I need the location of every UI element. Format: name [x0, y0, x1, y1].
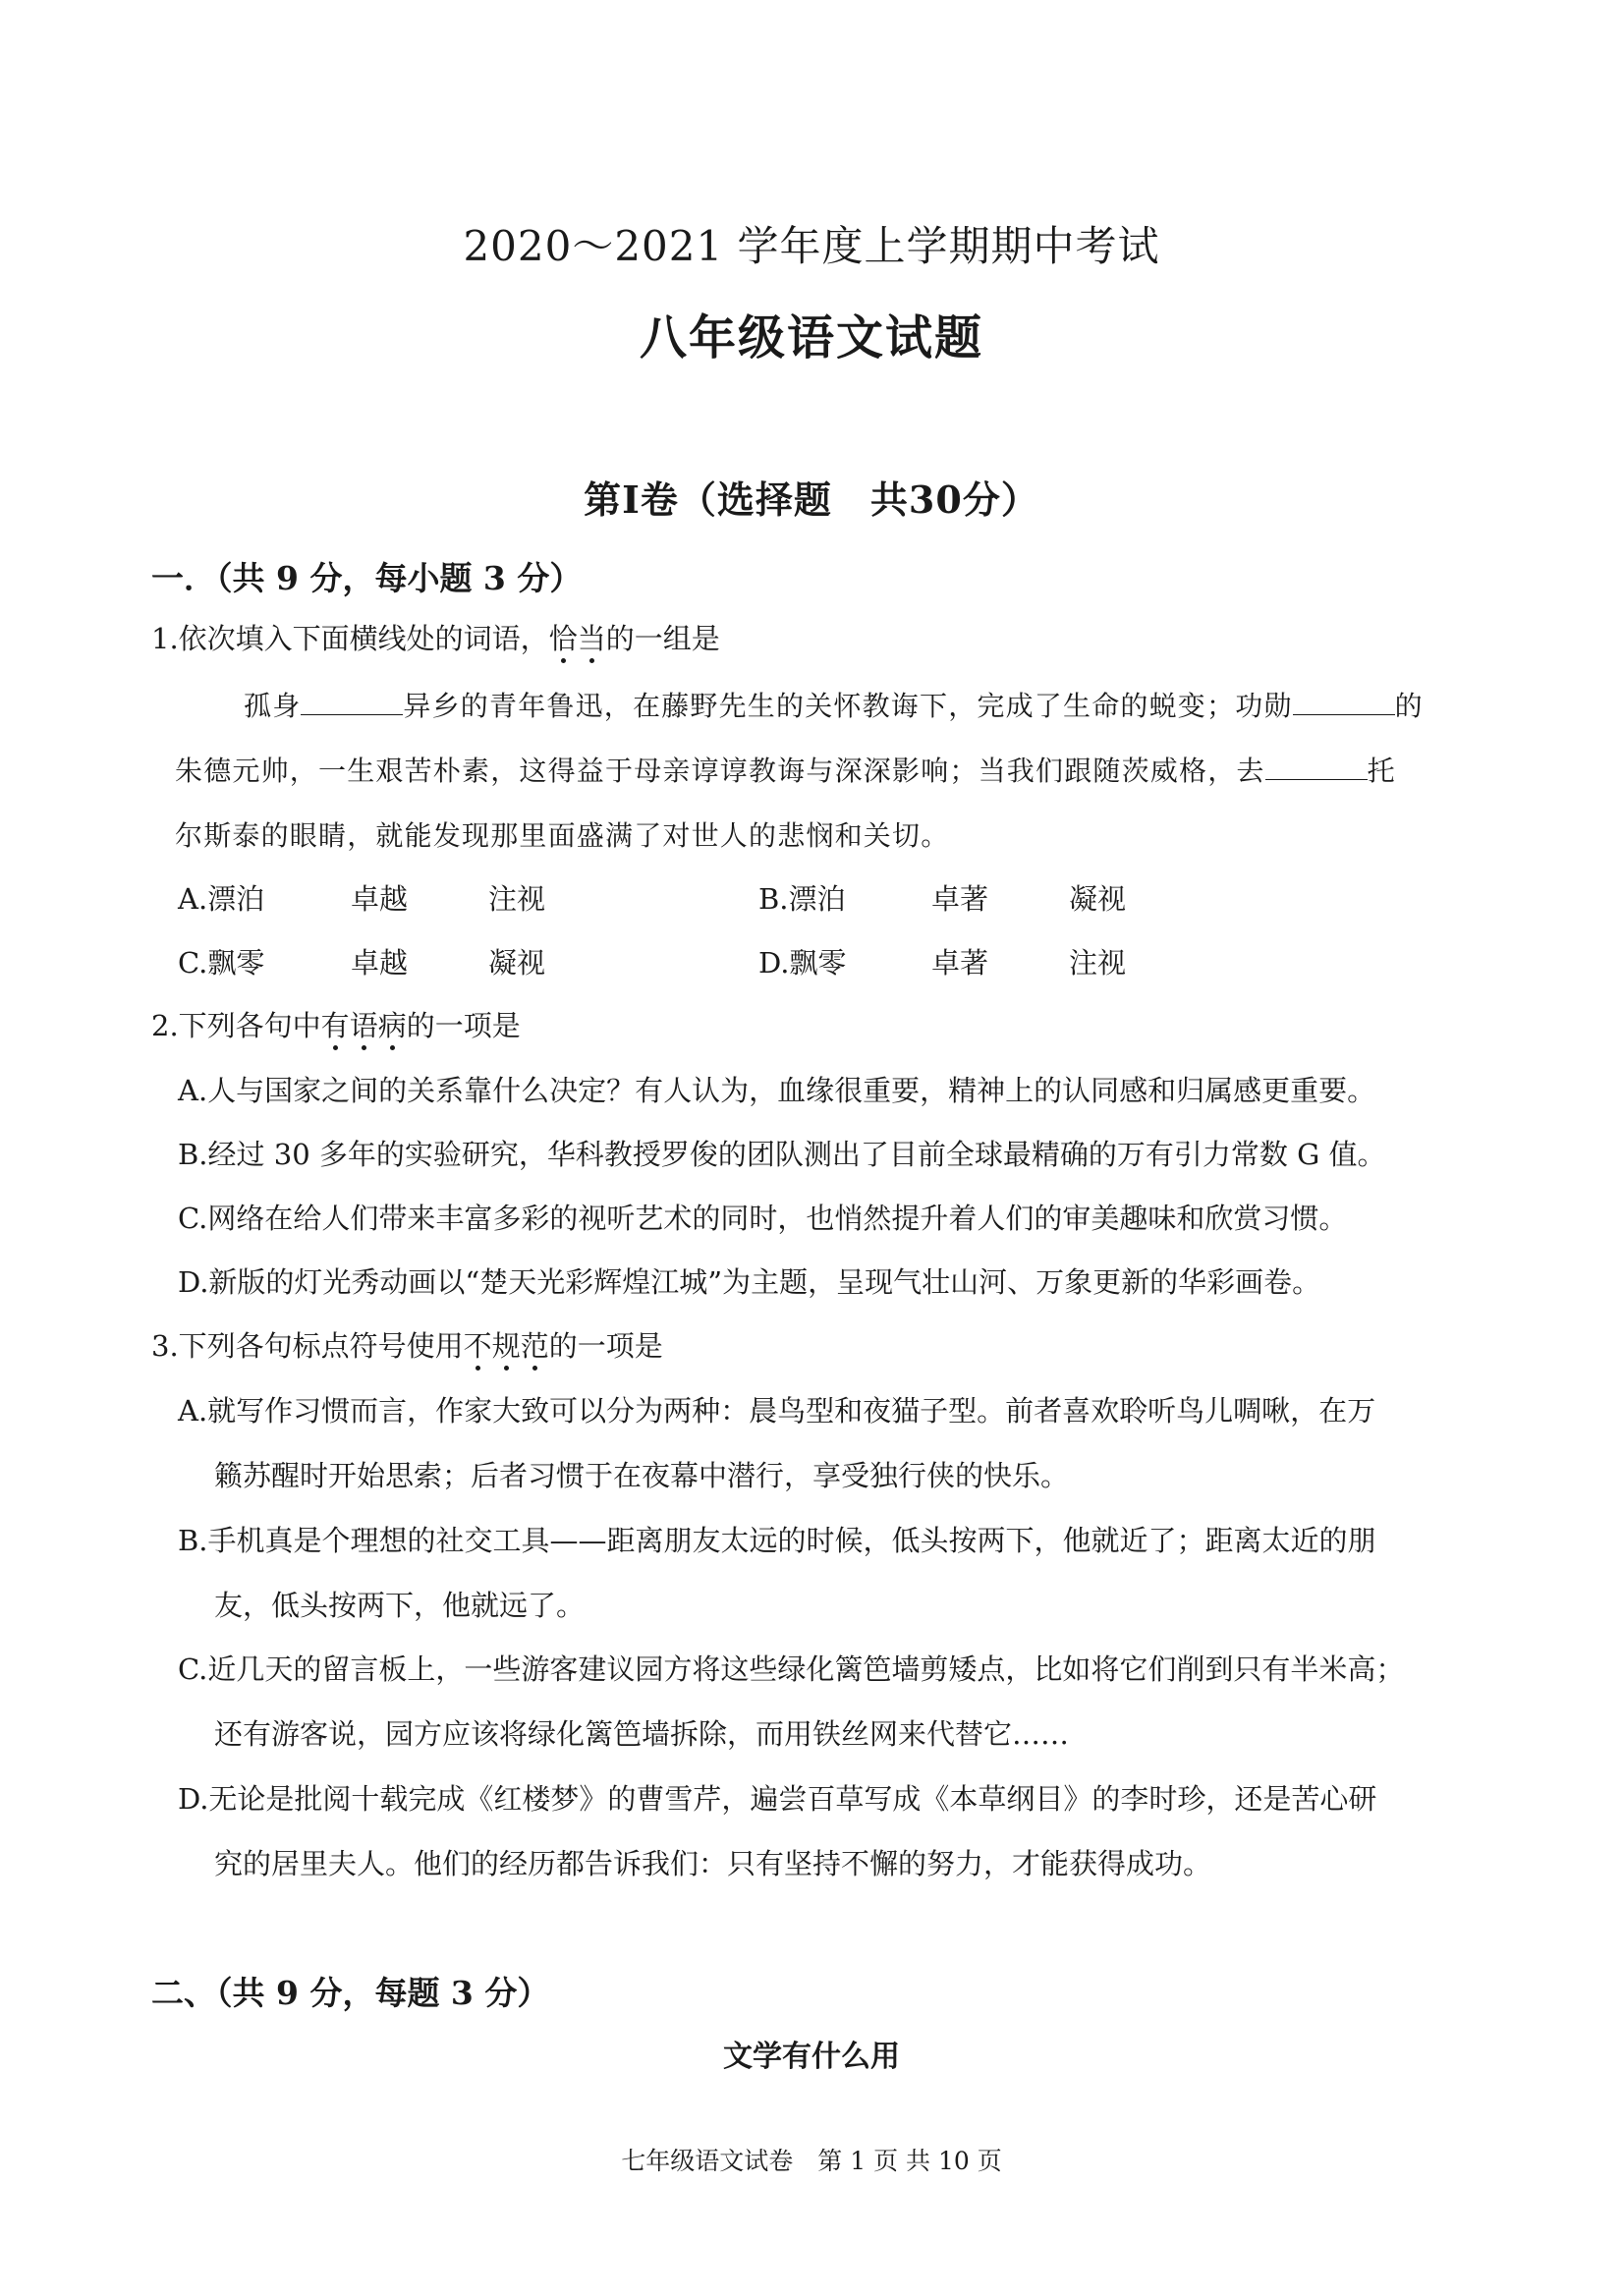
- q3-option-a-line-2: 籁苏醒时开始思索；后者习惯于在夜幕中潜行，享受独行侠的快乐。: [214, 1459, 1070, 1492]
- q3-option-d-line-2: 究的居里夫人。他们的经历都告诉我们：只有坚持不懈的努力，才能获得成功。: [214, 1847, 1212, 1880]
- q1-passage-line-1: 孤身 异乡的青年鲁迅，在藤野先生的关怀教诲下，完成了生命的蜕变；功勋 的: [244, 690, 1424, 722]
- q2-option-c: C.网络在给人们带来丰富多彩的视听艺术的同时，也悄然提升着人们的审美趣味和欣赏习惯。: [178, 1202, 1348, 1235]
- q2-option-a: A.人与国家之间的关系靠什么决定？有人认为，血缘很重要，精神上的认同感和归属感更重要。: [178, 1074, 1376, 1107]
- emphasis-char: 当: [577, 622, 606, 655]
- question-3-stem: 3.下列各句标点符号使用不规范的一项是: [151, 1329, 663, 1363]
- emphasis-char: 有: [320, 1009, 350, 1042]
- section-heading-1: 一．（共 9 分，每小题 3 分）: [151, 559, 583, 597]
- exam-subtitle: 八年级语文试题: [639, 310, 983, 365]
- part-title: 第Ⅰ卷（选择题 共30分）: [584, 477, 1039, 522]
- q1-option-a: A.漂泊 卓越 注视: [178, 882, 546, 916]
- emphasis-char: 恰: [548, 622, 578, 655]
- emphasis-char: 病: [377, 1009, 407, 1042]
- q1-option-d: D.飘零 卓著 注视: [758, 946, 1127, 980]
- emphasis-char: 范: [520, 1329, 549, 1363]
- fill-blank: [1293, 691, 1395, 715]
- fill-blank: [1265, 756, 1368, 780]
- q3-option-b-line-2: 友，低头按两下，他就远了。: [214, 1589, 586, 1622]
- essay-title: 文学有什么用: [723, 2040, 900, 2074]
- question-2-stem: 2.下列各句中有语病的一项是: [151, 1009, 521, 1042]
- q3-option-c-line-1: C.近几天的留言板上，一些游客建议园方将这些绿化篱笆墙剪矮点，比如将它们削到只有半米高；: [178, 1652, 1405, 1686]
- q3-option-c-line-2: 还有游客说，园方应该将绿化篱笆墙拆除，而用铁丝网来代替它……: [214, 1717, 1070, 1751]
- q1-passage-line-2: 朱德元帅，一生艰苦朴素，这得益于母亲谆谆教诲与深深影响；当我们跟随茨威格，去 托: [175, 755, 1396, 787]
- q1-passage-line-3: 尔斯泰的眼睛，就能发现那里面盛满了对世人的悲悯和关切。: [175, 819, 950, 852]
- q1-option-c: C.飘零 卓越 凝视: [178, 946, 546, 980]
- question-1-stem: 1.依次填入下面横线处的词语，恰当的一组是: [151, 622, 720, 655]
- section-heading-2: 二、（共 9 分，每题 3 分）: [151, 1974, 550, 2012]
- q3-option-b-line-1: B.手机真是个理想的社交工具——距离朋友太远的时候，低头按两下，他就近了；距离太近的朋: [178, 1524, 1376, 1557]
- q3-option-a-line-1: A.就写作习惯而言，作家大致可以分为两种：晨鸟型和夜猫子型。前者喜欢聆听鸟儿啁啾，在万: [178, 1394, 1376, 1428]
- emphasis-char: 规: [491, 1329, 521, 1363]
- q2-option-d: D.新版的灯光秀动画以“楚天光彩辉煌江城”为主题，呈现气壮山河、万象更新的华彩画卷。: [178, 1265, 1321, 1299]
- q3-option-d-line-1: D.无论是批阅十载完成《红楼梦》的曹雪芹，遍尝百草写成《本草纲目》的李时珍，还是苦心研: [178, 1782, 1377, 1816]
- fill-blank: [301, 691, 403, 715]
- emphasis-char: 语: [349, 1009, 378, 1042]
- exam-title: 2020～2021 学年度上学期期中考试: [463, 222, 1160, 270]
- emphasis-char: 不: [463, 1329, 492, 1363]
- q2-option-b: B.经过 30 多年的实验研究，华科教授罗俊的团队测出了目前全球最精确的万有引力常数 G 值。: [178, 1138, 1386, 1171]
- q1-option-b: B.漂泊 卓著 凝视: [758, 882, 1127, 916]
- page-footer: 七年级语文试卷 第 1 页 共 10 页: [621, 2147, 1002, 2175]
